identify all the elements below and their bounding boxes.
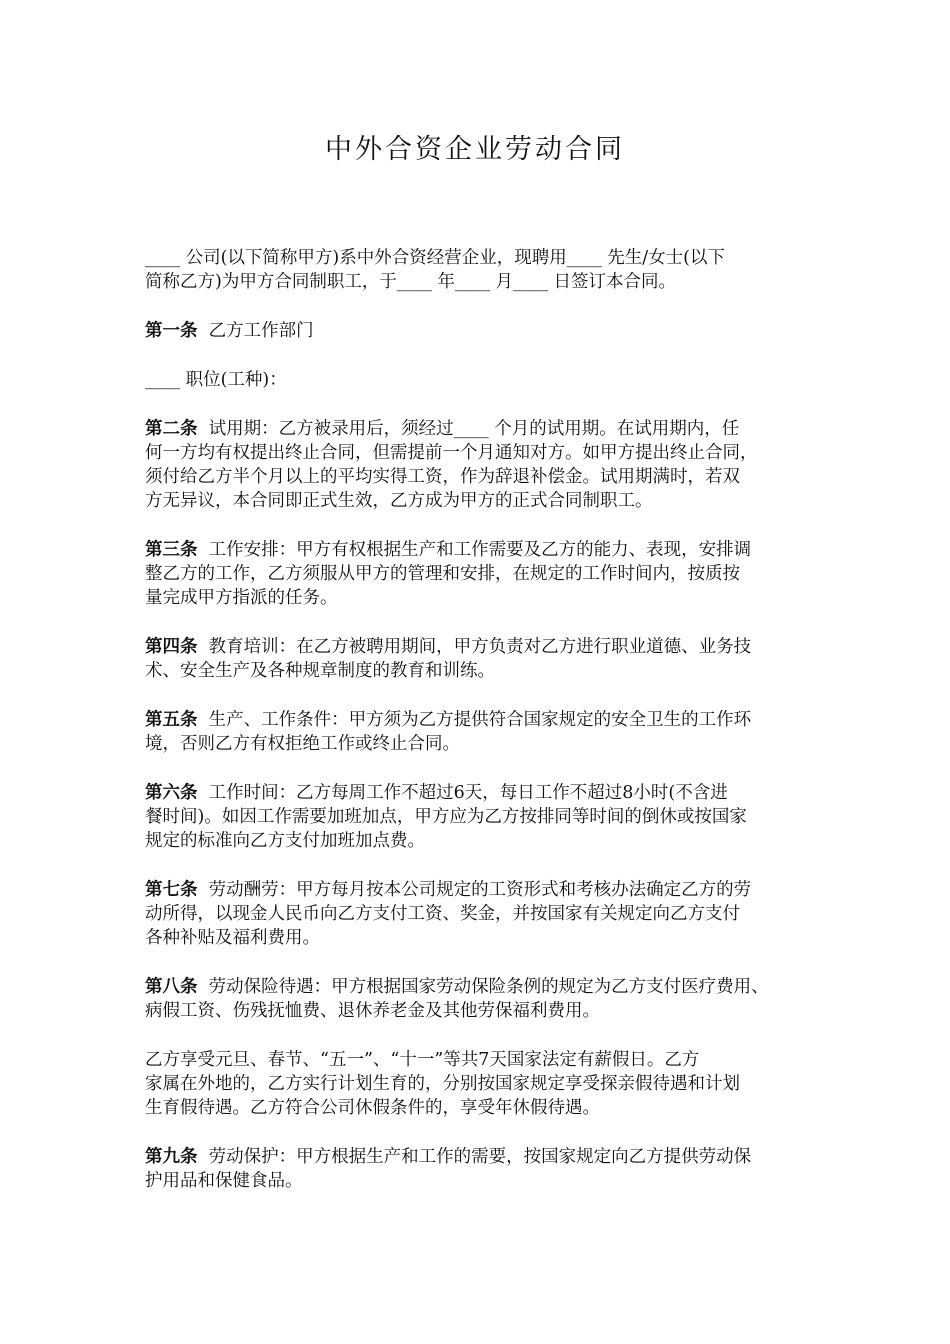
paragraph-line: 生育假待遇。乙方符合公司休假条件的，享受年休假待遇。 [145,1098,600,1118]
paragraph-line: 规定的标准向乙方支付加班加点费。 [145,831,425,851]
paragraph-line: 餐时间)。如因工作需要加班加点，甲方应为乙方按排同等时间的倒休或按国家 [145,807,747,827]
article-text: 试用期：乙方被录用后，须经过____ 个月的试用期。在试用期内，任 [208,419,740,439]
contract-article [145,975,825,1023]
article-text: 劳动酬劳：甲方每月按本公司规定的工资形式和考核办法确定乙方的劳 [208,880,752,900]
paragraph-line [145,319,825,343]
paragraph-line: ____ 职位(工种)： [145,370,287,390]
article-label: 第九条 [145,1147,198,1167]
contract-paragraph [145,1048,825,1120]
paragraph-line: 动所得，以现金人民币向乙方支付工资、奖金，并按国家有关规定向乙方支付 [145,904,740,924]
paragraph-line [145,781,825,805]
paragraph-line: 何一方均有权提出终止合同，但需提前一个月通知对方。如甲方提出终止合同， [145,443,758,463]
paragraph-line [145,635,825,659]
article-text: 生产、工作条件：甲方须为乙方提供符合国家规定的安全卫生的工作环 [208,710,752,730]
paragraph-line: 术、安全生产及各种规章制度的教育和训练。 [145,661,495,681]
contract-paragraph [145,368,825,392]
contract-article [145,319,825,343]
article-text: 劳动保护：甲方根据生产和工作的需要，按国家规定向乙方提供劳动保 [208,1147,752,1167]
article-text: 工作时间：乙方每周工作不超过6天，每日工作不超过8小时(不含进 [208,783,728,803]
article-label: 第五条 [145,710,198,730]
article-label: 第七条 [145,880,198,900]
paragraph-line [145,1145,825,1169]
contract-article [145,878,825,950]
article-label: 第八条 [145,977,198,997]
article-text: 工作安排：甲方有权根据生产和工作需要及乙方的能力、表现，安排调 [208,540,752,560]
article-label: 第三条 [145,540,198,560]
contract-article [145,781,825,853]
paragraph-line: 整乙方的工作，乙方须服从甲方的管理和安排，在规定的工作时间内，按质按 [145,564,740,584]
paragraph-line: 家属在外地的，乙方实行计划生育的，分别按国家规定享受探亲假待遇和计划 [145,1074,740,1094]
article-label: 第二条 [145,419,198,439]
article-text: 乙方工作部门 [208,321,314,341]
contract-paragraph [145,246,825,294]
paragraph-line: 须付给乙方半个月以上的平均实得工资，作为辞退补偿金。试用期满时，若双 [145,467,740,487]
paragraph-line: 乙方享受元旦、春节、“五一”、“十一”等共7天国家法定有薪假日。乙方 [145,1050,700,1070]
contract-article [145,708,825,756]
paragraph-line: 量完成甲方指派的任务。 [145,588,338,608]
document-title: 中外合资企业劳动合同 [325,134,625,165]
paragraph-line [145,417,825,441]
paragraph-line: 各种补贴及福利费用。 [145,928,320,948]
contract-article [145,538,825,610]
paragraph-line: 护用品和保健食品。 [145,1171,303,1191]
article-label: 第一条 [145,321,198,341]
article-label: 第六条 [145,783,198,803]
paragraph-line [145,878,825,902]
article-text: 劳动保险待遇：甲方根据国家劳动保险条例的规定为乙方支付医疗费用、 [208,977,769,997]
paragraph-line [145,975,825,999]
contract-article [145,1145,825,1193]
paragraph-line: 病假工资、伤残抚恤费、退休养老金及其他劳保福利费用。 [145,1001,600,1021]
document-body [145,246,825,1218]
article-label: 第四条 [145,637,198,657]
contract-article [145,417,825,513]
paragraph-line: 境，否则乙方有权拒绝工作或终止合同。 [145,734,460,754]
paragraph-line: ____ 公司(以下简称甲方)系中外合资经营企业，现聘用____ 先生/女士(以下 [145,248,726,268]
paragraph-line: 简称乙方)为甲方合同制职工，于____ 年____ 月____ 日签订本合同。 [145,272,677,292]
paragraph-line [145,538,825,562]
article-text: 教育培训：在乙方被聘用期间，甲方负责对乙方进行职业道德、业务技 [208,637,752,657]
paragraph-line [145,708,825,732]
contract-article [145,635,825,683]
paragraph-line: 方无异议，本合同即正式生效，乙方成为甲方的正式合同制职工。 [145,491,653,511]
